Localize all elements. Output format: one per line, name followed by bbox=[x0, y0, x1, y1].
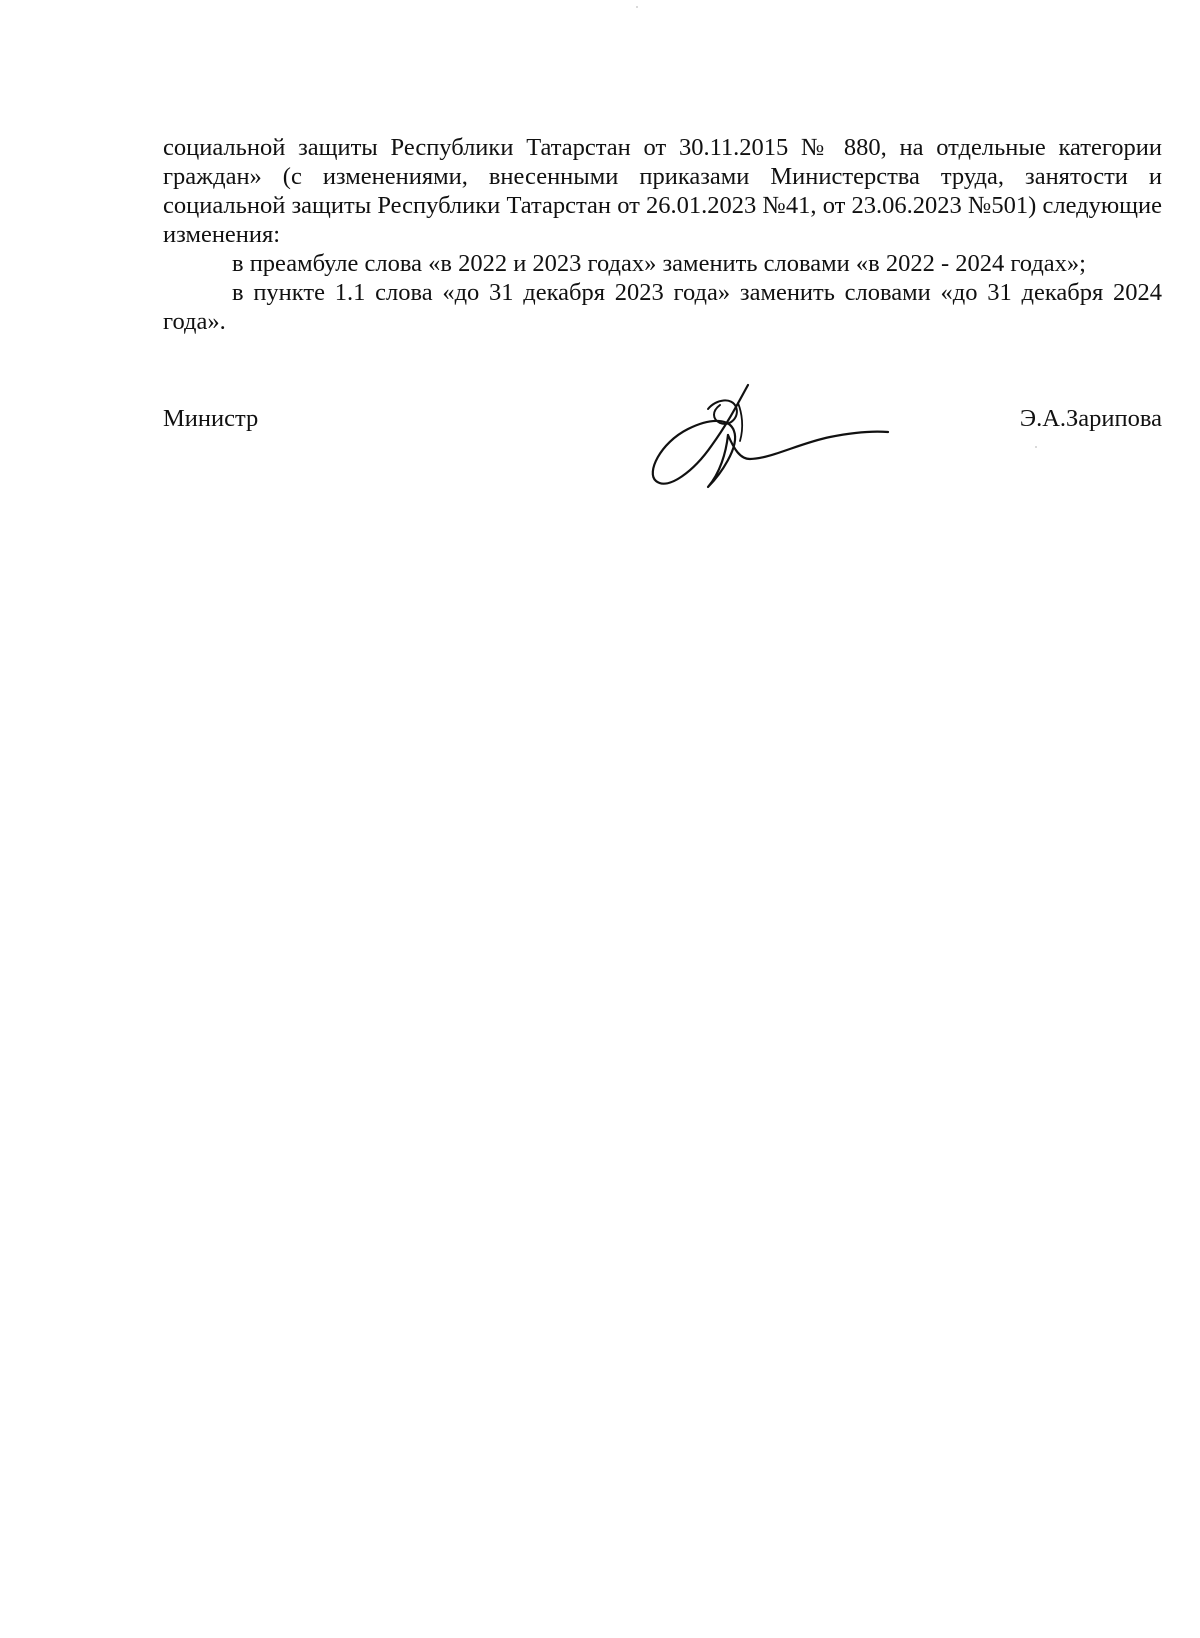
signature-stroke-flourish bbox=[738, 403, 742, 441]
signer-position: Министр bbox=[163, 405, 259, 432]
signer-name: Э.А.Зарипова bbox=[1019, 405, 1162, 432]
paragraph-preamble-change: в преамбуле слова «в 2022 и 2023 годах» заменить словами «в 2022 - 2024 годах»; bbox=[232, 250, 1086, 277]
scan-artifact bbox=[1035, 446, 1037, 448]
paragraph-continuation: социальной защиты Республики Татарстан от 30.11.2015 № 880, на отдельные категории граждан» (с изменениями, внесенными приказами Министерства труда, занятости и социальной защиты Республики Татарстан от 26.01.2023 №41, от 23.06.2023 №501) следующие изменения: bbox=[163, 134, 1162, 248]
paragraph-clause-change: в пункте 1.1 слова «до 31 декабря 2023 года» заменить словами «до 31 декабря 2024 года». bbox=[163, 279, 1162, 335]
signature-stroke-tail bbox=[728, 432, 888, 459]
scan-artifact bbox=[636, 6, 638, 8]
handwritten-signature bbox=[650, 383, 910, 513]
document-body bbox=[163, 133, 1162, 336]
signature-stroke-main bbox=[653, 385, 748, 487]
